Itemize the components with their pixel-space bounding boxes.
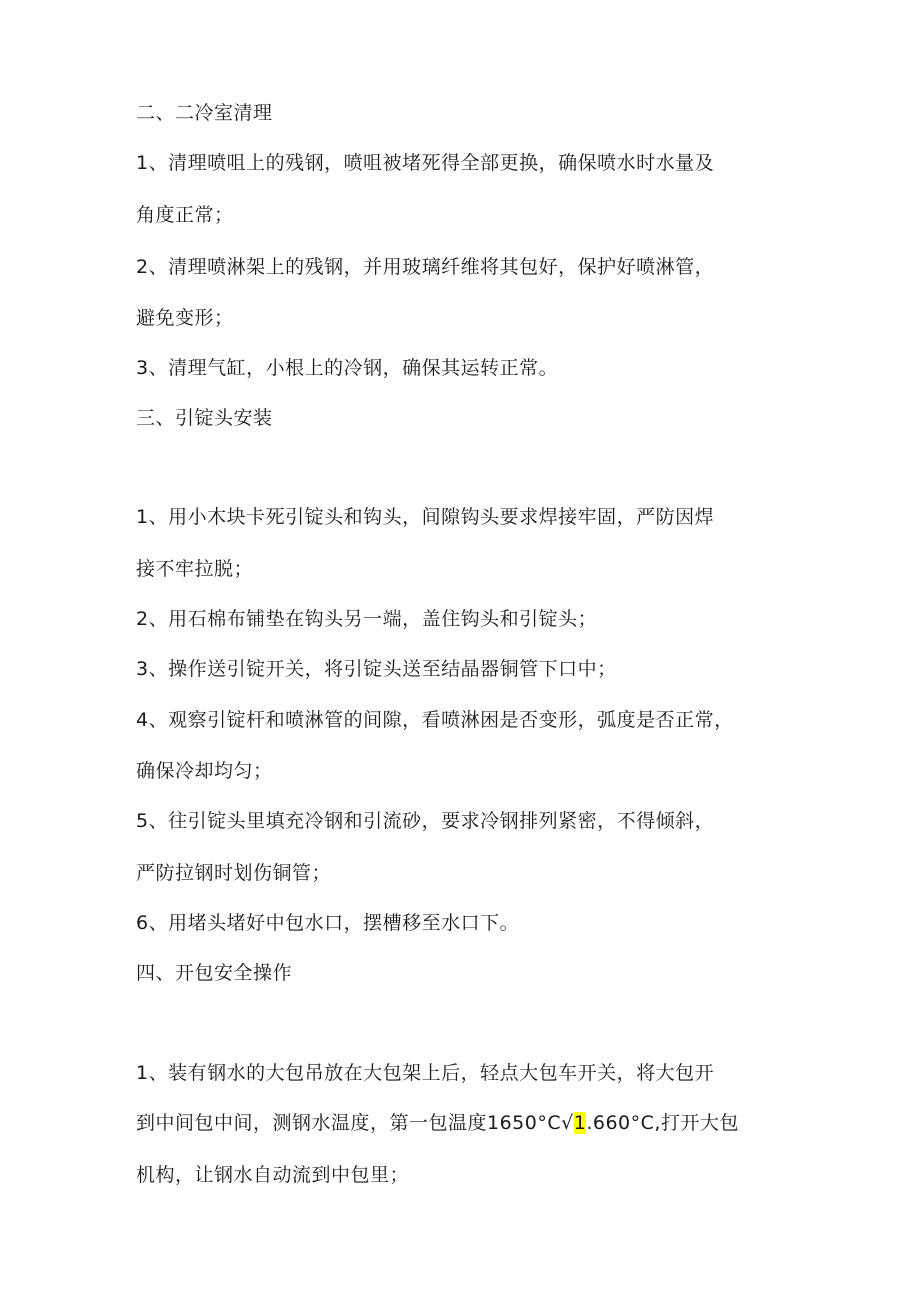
paragraph-line: 5、往引锭头里填充冷钢和引流砂，要求冷钢排列紧密，不得倾斜， — [136, 810, 715, 832]
paragraph-line: 6、用堵头堵好中包水口，摆槽移至水口下。 — [136, 912, 520, 934]
paragraph-line: 机构，让钢水自动流到中包里； — [136, 1164, 410, 1186]
temperature-text-pre: 到中间包中间，测钢水温度，第一包温度1650°C√ — [136, 1112, 574, 1134]
paragraph-line: 3、清理气缸，小根上的冷钢，确保其运转正常。 — [136, 357, 559, 379]
highlighted-digit: 1 — [573, 1112, 587, 1134]
section-heading-cooling-chamber: 二、二冷室清理 — [136, 102, 273, 124]
paragraph-line: 确保冷却均匀； — [136, 760, 273, 782]
section-heading-ladle-opening: 四、开包安全操作 — [136, 962, 293, 984]
paragraph-line: 4、观察引锭杆和喷淋管的间隙，看喷淋困是否变形，弧度是否正常， — [136, 709, 734, 731]
paragraph-line: 严防拉钢时划伤铜管； — [136, 862, 332, 884]
paragraph-line: 2、用石棉布铺垫在钩头另一端，盖住钩头和引锭头； — [136, 608, 598, 630]
paragraph-line: 1、装有钢水的大包吊放在大包架上后，轻点大包车开关，将大包开 — [136, 1062, 715, 1084]
paragraph-line: 接不牢拉脱； — [136, 558, 254, 580]
paragraph-line: 3、操作送引锭开关，将引锭头送至结晶器铜管下口中； — [136, 658, 617, 680]
temperature-text-post: .660°C,打开大包 — [586, 1112, 739, 1134]
section-heading-dummy-bar-head: 三、引锭头安装 — [136, 407, 273, 429]
paragraph-line: 2、清理喷淋架上的残钢，并用玻璃纤维将其包好，保护好喷淋管， — [136, 256, 715, 278]
paragraph-line: 避免变形； — [136, 307, 234, 329]
paragraph-line: 1、清理喷咀上的残钢，喷咀被堵死得全部更换，确保喷水时水量及 — [136, 152, 715, 174]
paragraph-line: 1、用小木块卡死引锭头和钩头，间隙钩头要求焊接牢固，严防因焊 — [136, 506, 715, 528]
paragraph-line-temperature — [136, 1110, 739, 1136]
paragraph-line: 角度正常； — [136, 204, 234, 226]
